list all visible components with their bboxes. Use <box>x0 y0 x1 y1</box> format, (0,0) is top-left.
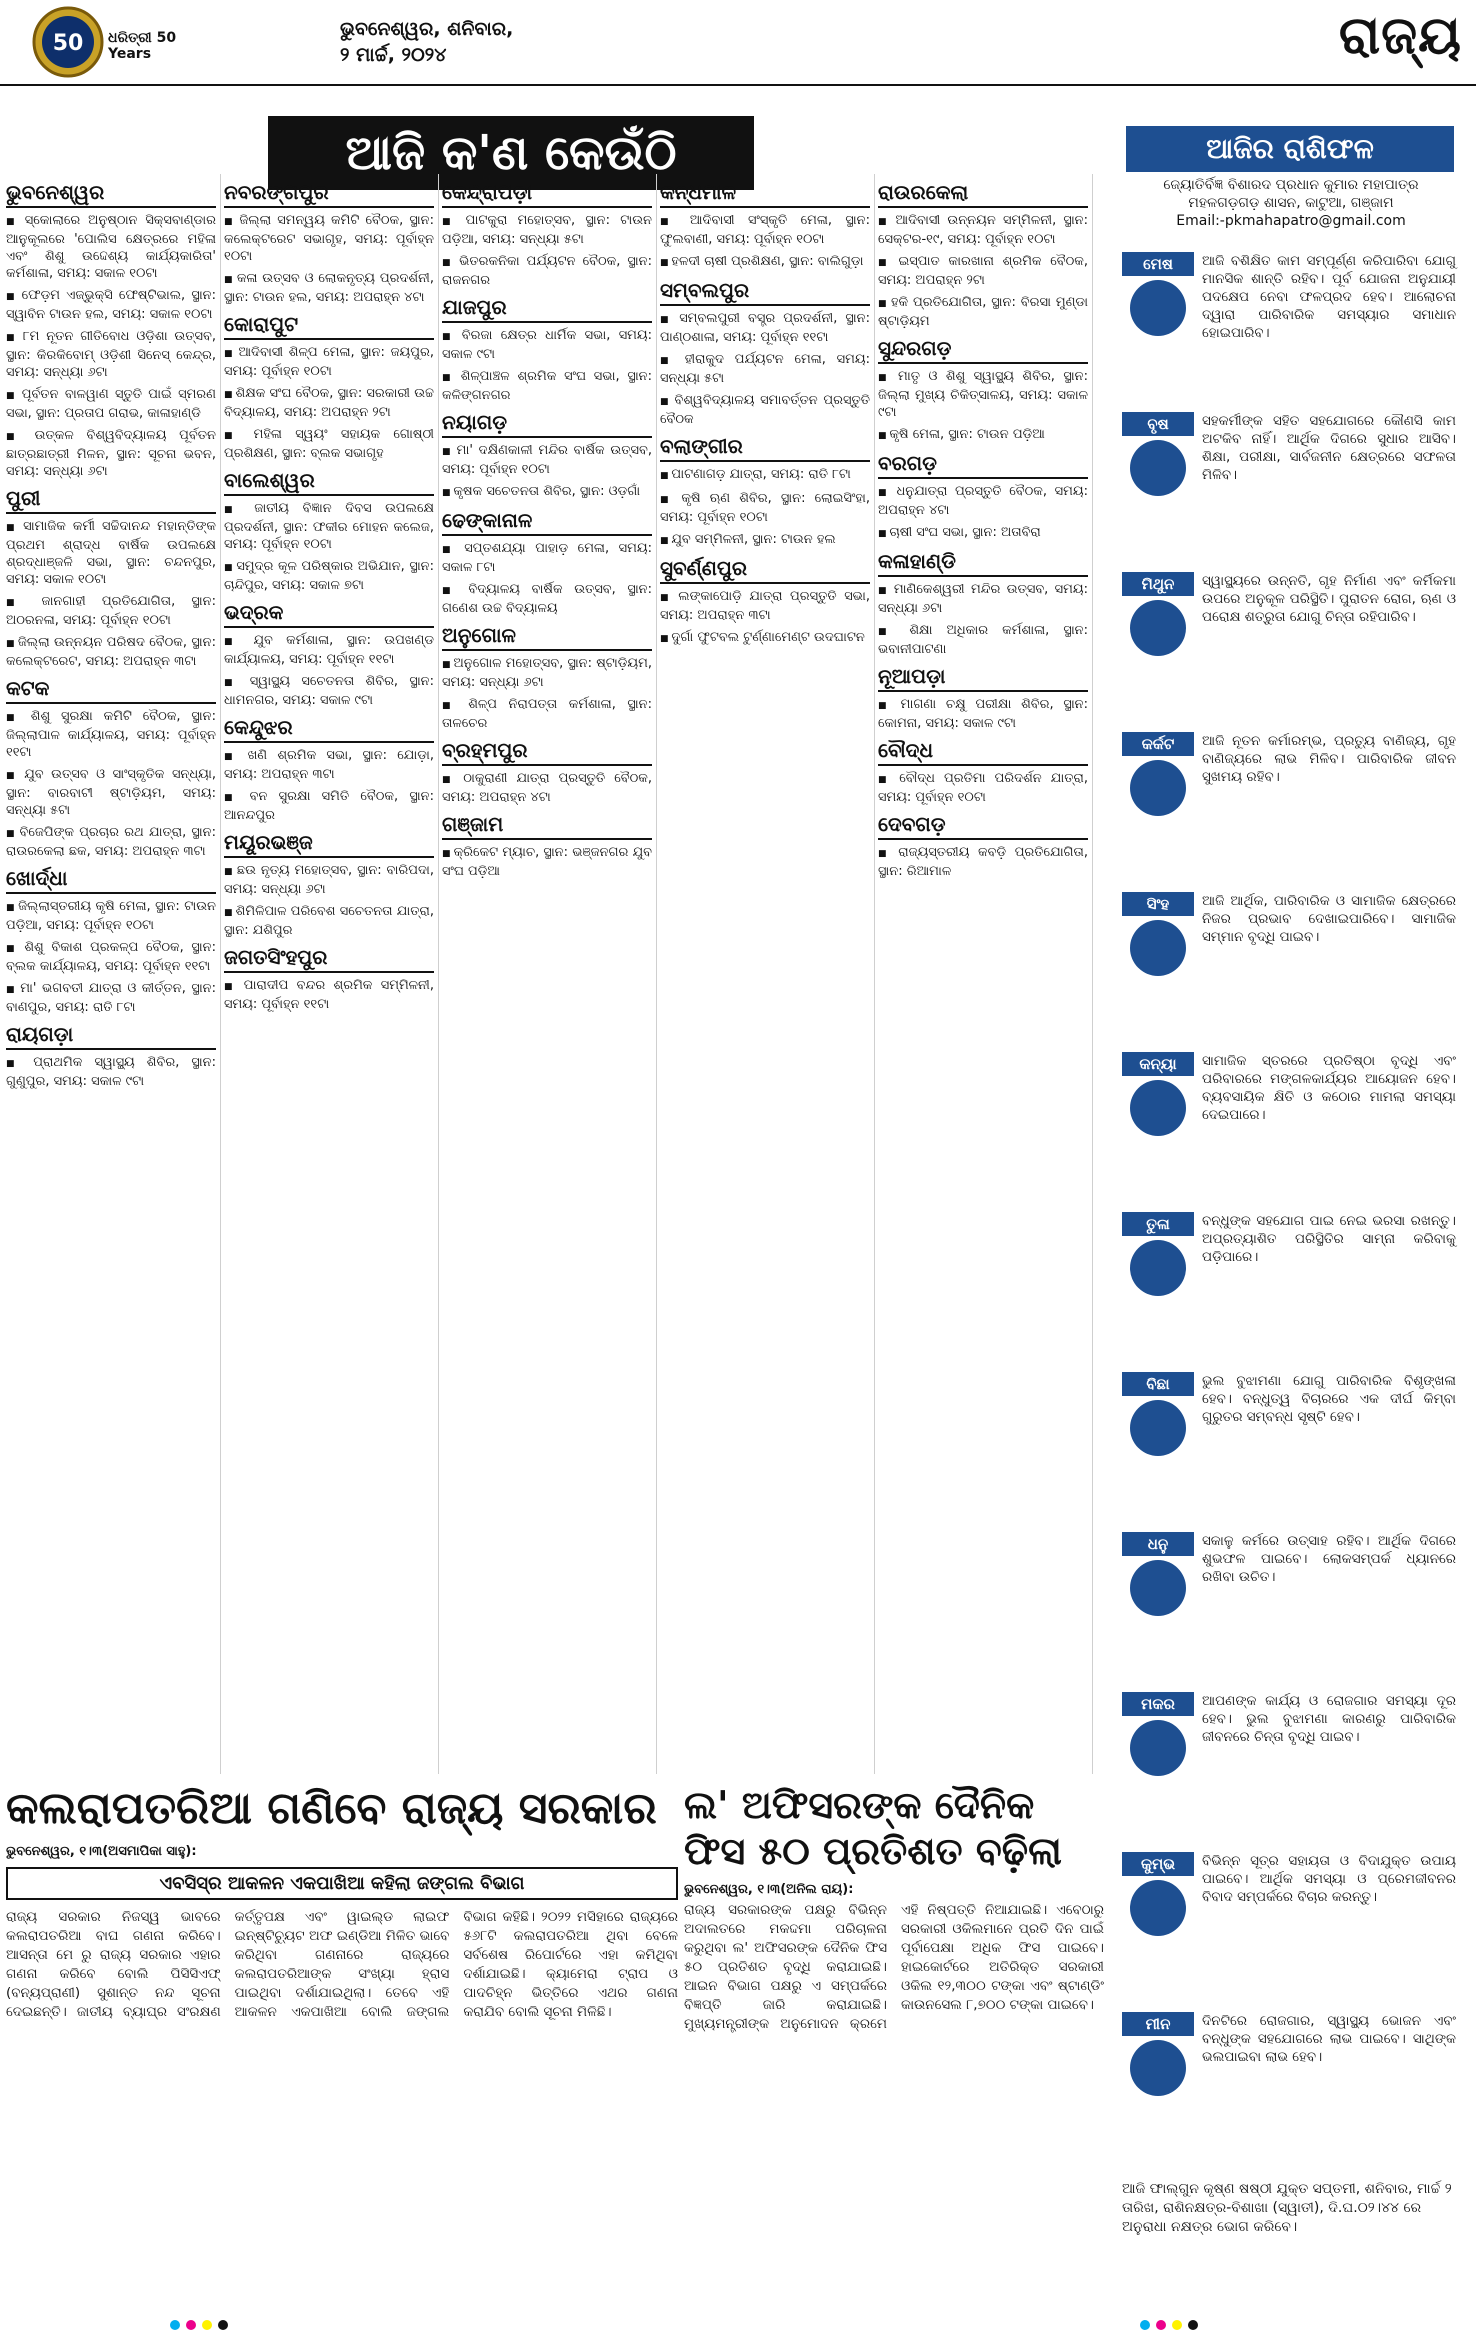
city-heading: ଜଗତସିଂହପୁର <box>224 945 434 973</box>
city-heading: କେନ୍ଦୁଝର <box>224 715 434 743</box>
event-item: ■ କ୍ରିକେଟ ମ୍ୟାଚ, ସ୍ଥାନ: ଭଞ୍ଜନଗର ଯୁବ ସଂଘ ପଡ଼ିଆ <box>442 844 652 880</box>
rashi-name-badge: କନ୍ୟା <box>1122 1052 1194 1076</box>
event-item: ■ ବୌଦ୍ଧ ପ୍ରତିମା ପରିଦର୍ଶନ ଯାତ୍ରା, ସମୟ: ପୂର୍ବାହ୍ନ ୧୦ଟା <box>878 770 1088 806</box>
event-item: ■ ମା' ଭଗବତୀ ଯାତ୍ରା ଓ କୀର୍ତ୍ତନ, ସ୍ଥାନ: ବାଣପୁର, ସମୟ: ରାତି ୮ଟା <box>6 980 216 1016</box>
zodiac-symbol-icon <box>1130 1880 1186 1936</box>
events-column <box>878 174 1093 1774</box>
event-item: ■ ସାମାଜିକ କର୍ମୀ ସଚ୍ଚିଦାନନ୍ଦ ମହାନ୍ତିଙ୍କ ପ୍ରଥମ ଶ୍ରାଦ୍ଧ ବାର୍ଷିକ ଉପଲକ୍ଷେ ଶ୍ରଦ୍ଧାଞ୍ଜଳି ସଭା, ସ୍ଥାନ: ଚନ୍ଦନପୁର, ସମୟ: ସକାଳ ୧୦ଟା <box>6 518 216 588</box>
rashi-text: ସକାଳୁ କର୍ମରେ ଉତ୍ସାହ ରହିବ। ଆର୍ଥିକ ଦିଗରେ ଶୁଭଫଳ ପାଇବେ। ଲୋକସମ୍ପର୍କ ଧ୍ୟାନରେ ରଖିବା ଉଚିତ। <box>1202 1533 1456 1585</box>
rashi-text: ଆଜି ଆର୍ଥିକ, ପାରିବାରିକ ଓ ସାମାଜିକ କ୍ଷେତ୍ରରେ ନିଜର ପ୍ରଭାବ ଦେଖାଇପାରିବେ। ସାମାଜିକ ସମ୍ମାନ ବୃଦ୍ଧି ପାଇବ। <box>1202 893 1456 945</box>
black-dot <box>218 2320 228 2330</box>
rashi-name-badge: ମୀନ <box>1122 2012 1194 2036</box>
event-item: ■ ଜିଲ୍ଲା ସମନ୍ୱୟ କମିଟି ବୈଠକ, ସ୍ଥାନ: କଲେକ୍ଟରେଟ ସଭାଗୃହ, ସମୟ: ପୂର୍ବାହ୍ନ ୧୦ଟା <box>224 212 434 265</box>
event-item: ■ ଜିଲ୍ଲାସ୍ତରୀୟ କୃଷି ମେଳା, ସ୍ଥାନ: ଟାଉନ ପଡ଼ିଆ, ସମୟ: ପୂର୍ବାହ୍ନ ୧୦ଟା <box>6 898 216 934</box>
event-item: ■ ଫେଡ଼ମ ଏଜ୍‌ଭୁକ୍ସି ଫେଷ୍ଟିଭାଲ, ସ୍ଥାନ: ସ୍ୱାବିନ ଟାଉନ ହଲ, ସମୟ: ସକାଳ ୧୦ଟା <box>6 287 216 323</box>
section-title: ରାଜ୍ୟ <box>1338 6 1462 66</box>
rashi-name-badge: ମକର <box>1122 1692 1194 1716</box>
magenta-dot-right <box>1156 2320 1166 2330</box>
city-heading: ପୁରୀ <box>6 486 216 514</box>
event-item: ■ ହଳଦୀ ଚାଷୀ ପ୍ରଶିକ୍ଷଣ, ସ୍ଥାନ: ବାଲିଗୁଡ଼ା <box>660 253 870 272</box>
magenta-dot <box>186 2320 196 2330</box>
event-item: ■ ଲଙ୍କାପୋଡ଼ି ଯାତ୍ରା ପ୍ରସ୍ତୁତି ସଭା, ସମୟ: ଅପରାହ୍ନ ୩ଟା <box>660 588 870 624</box>
rashi-name-badge: ଧନୁ <box>1122 1532 1194 1556</box>
event-item: ■ ସପ୍ତଶଯ୍ୟା ପାହାଡ଼ ମେଳା, ସମୟ: ସକାଳ ୮ଟା <box>442 540 652 576</box>
event-item: ■ ଜାନଗାହୀ ପ୍ରତିଯୋଗିତା, ସ୍ଥାନ: ଅଠରନଳା, ସମୟ: ପୂର୍ବାହ୍ନ ୧୦ଟା <box>6 593 216 629</box>
events-column <box>442 174 657 1774</box>
event-item: ■ ଯୁବ ଉତ୍ସବ ଓ ସାଂସ୍କୃତିକ ସନ୍ଧ୍ୟା, ସ୍ଥାନ: ବାରବାଟୀ ଷ୍ଟାଡ଼ିୟମ, ସମୟ: ସନ୍ଧ୍ୟା ୫ଟା <box>6 766 216 819</box>
city-heading: ନୂଆପଡ଼ା <box>878 664 1088 692</box>
zodiac-symbol-icon <box>1130 1080 1186 1136</box>
byline-email: Email:-pkmahapatro@gmail.com <box>1176 213 1406 229</box>
event-item: ■ ଦୁର୍ଗା ଫୁଟବଲ ଟୁର୍ଣ୍ଣାମେଣ୍ଟ ଉଦଘାଟନ <box>660 629 870 648</box>
event-item: ■ ଧନୁଯାତ୍ରା ପ୍ରସ୍ତୁତି ବୈଠକ, ସମୟ: ଅପରାହ୍ନ ୪ଟା <box>878 483 1088 519</box>
event-item: ■ ବିରଜା କ୍ଷେତ୍ର ଧାର୍ମିକ ସଭା, ସମୟ: ସକାଳ ୯ଟା <box>442 327 652 363</box>
event-item: ■ ଜାତୀୟ ବିଜ୍ଞାନ ଦିବସ ଉପଲକ୍ଷେ ପ୍ରଦର୍ଶନୀ, ସ୍ଥାନ: ଫକୀର ମୋହନ କଲେଜ, ସମୟ: ପୂର୍ବାହ୍ନ ୧୦ଟା <box>224 500 434 553</box>
rashiphala-byline <box>1128 176 1454 230</box>
city-heading: କୋରାପୁଟ <box>224 312 434 340</box>
event-item: ■ ଆଦିବାସୀ ଶିଳ୍ପ ମେଳା, ସ୍ଥାନ: ଜୟପୁର, ସମୟ: ପୂର୍ବାହ୍ନ ୧୦ଟା <box>224 344 434 380</box>
cyan-dot-right <box>1140 2320 1150 2330</box>
yellow-dot-right <box>1172 2320 1182 2330</box>
zodiac-symbol-icon <box>1130 920 1186 976</box>
city-heading: କଳାହାଣ୍ଡି <box>878 549 1088 577</box>
event-item: ■ ଆଦିବାସୀ ସଂସ୍କୃତି ମେଳା, ସ୍ଥାନ: ଫୁଲବାଣୀ, ସମୟ: ପୂର୍ବାହ୍ନ ୧୦ଟା <box>660 212 870 248</box>
event-item: ■ ଆଦିବାସୀ ଉନ୍ନୟନ ସମ୍ମିଳନୀ, ସ୍ଥାନ: ସେକ୍ଟର-୧୯, ସମୟ: ପୂର୍ବାହ୍ନ ୧୦ଟା <box>878 212 1088 248</box>
rashi-name-badge: ବିଛା <box>1122 1372 1194 1396</box>
city-heading: ସୁନ୍ଦରଗଡ଼ <box>878 336 1088 364</box>
event-item: ■ ୮ମ ନୂତନ ଗୀତିବୋଧ ଓଡ଼ିଶା ଉତ୍ସବ, ସ୍ଥାନ: କିରକିବୋମ୍‌ ଓଡ଼ିଶୀ ସିନେସ୍ କେନ୍ଦ୍ର, ସମୟ: ସନ୍ଧ୍ୟା ୬ଟା <box>6 328 216 381</box>
zodiac-symbol-icon <box>1130 1400 1186 1456</box>
event-item: ■ ବିଜେପିଙ୍କ ପ୍ରଚାର ରଥ ଯାତ୍ରା, ସ୍ଥାନ: ରାଉରକେଲା ଛକ, ସମୟ: ଅପରାହ୍ନ ୩ଟା <box>6 824 216 860</box>
events-column <box>660 174 875 1774</box>
rashi-text: ବନ୍ଧୁଙ୍କ ସହଯୋଗ ପାଇ ନେଇ ଭରସା ରଖନ୍ତୁ। ଅପ୍ରତ୍ୟାଶିତ ପରିସ୍ଥିତିର ସାମ୍ନା କରିବାକୁ ପଡ଼ିପାରେ। <box>1202 1213 1456 1265</box>
city-heading: ବୌଦ୍ଧ <box>878 738 1088 766</box>
city-heading: କଟକ <box>6 676 216 704</box>
byline-astrologer: ଜ୍ୟୋତିର୍ବିଜ୍ଞ ବିଶାରଦ ପ୍ରଧାନ କୁମାର ମହାପାତ୍ର <box>1163 177 1419 193</box>
city-heading: ବଲାଙ୍ଗୀର <box>660 434 870 462</box>
event-item: ■ ବିଦ୍ୟାଳୟ ବାର୍ଷିକ ଉତ୍ସବ, ସ୍ଥାନ: ଗଣେଶ ଉଚ୍ଚ ବିଦ୍ୟାଳୟ <box>442 581 652 617</box>
event-item: ■ ବିଶ୍ୱବିଦ୍ୟାଳୟ ସମାବର୍ତ୍ତନ ପ୍ରସ୍ତୁତି ବୈଠକ <box>660 392 870 428</box>
event-item: ■ ବନ ସୁରକ୍ଷା ସମିତି ବୈଠକ, ସ୍ଥାନ: ଆନନ୍ଦପୁର <box>224 788 434 824</box>
event-item: ■ ସମ୍ବଲପୁରୀ ବସ୍ତ୍ର ପ୍ରଦର୍ଶନୀ, ସ୍ଥାନ: ପାଣ୍ଠଶାଳା, ସମୟ: ପୂର୍ବାହ୍ନ ୧୧ଟା <box>660 310 870 346</box>
rashi-text: ଆଜି ବଶିକ୍ଷିତ କାମ ସମ୍ପୂର୍ଣ୍ଣ କରିପାରିବା ଯୋଗୁ ମାନସିକ ଶାନ୍ତି ରହିବ। ପୂର୍ବ ଯୋଜନା ଅନୁଯାୟୀ ପଦକ୍ଷେପ ନେବା ଫଳପ୍ରଦ ହେବ। ଆଲୋଚନା ଦ୍ୱାରା ପାରିବାରିକ ସମସ୍ୟାର ସମାଧାନ ହୋଇପାରିବ। <box>1202 253 1456 341</box>
event-item: ■ ସମୁଦ୍ର କୂଳ ପରିଷ୍କାର ଅଭିଯାନ, ସ୍ଥାନ: ଚାନ୍ଦିପୁର, ସମୟ: ସକାଳ ୭ଟା <box>224 558 434 594</box>
zodiac-symbol-icon <box>1130 600 1186 656</box>
event-item: ■ କୃଷକ ସଚେତନତା ଶିବିର, ସ୍ଥାନ: ଓଡ଼ଗାଁ <box>442 483 652 502</box>
event-item: ■ ଚାଷୀ ସଂଘ ସଭା, ସ୍ଥାନ: ଅତାବିରା <box>878 524 1088 543</box>
event-item: ■ ଉତ୍କଳ ବିଶ୍ୱବିଦ୍ୟାଳୟ ପୂର୍ବତନ ଛାତ୍ରଛାତ୍ରୀ ମିଳନ, ସ୍ଥାନ: ସୂଚନା ଭବନ, ସମୟ: ସନ୍ଧ୍ୟା ୬ଟା <box>6 427 216 480</box>
events-column <box>6 174 221 1774</box>
dateline <box>340 16 513 68</box>
rashi-name-badge: ସିଂହ <box>1122 892 1194 916</box>
events-columns <box>6 174 1100 1774</box>
event-item: ■ ହକି ପ୍ରତିଯୋଗିତା, ସ୍ଥାନ: ବିରସା ମୁଣ୍ଡା ଷ୍ଟାଡ଼ିୟମ <box>878 294 1088 330</box>
city-heading: ରାଉରକେଲା <box>878 180 1088 208</box>
event-item: ■ ରାଜ୍ୟସ୍ତରୀୟ କବଡ଼ି ପ୍ରତିଯୋଗିତା, ସ୍ଥାନ: ରିଆମାଳ <box>878 844 1088 880</box>
story1-headline: କଲରାପତରିଆ ଗଣିବେ ରାଜ୍ୟ ସରକାର <box>6 1783 657 1834</box>
city-heading: କେନ୍ଦ୍ରାପଡ଼ା <box>442 180 652 208</box>
event-item: ■ ପୂର୍ବତନ ବାଳୱାଣ ସ୍ତୁତି ପାଇଁ ସ୍ମରଣ ସଭା, ସ୍ଥାନ: ପ୍ରତାପ ଗରାଭ, କାଳାହାଣ୍ଡି <box>6 386 216 422</box>
event-item: ■ ଶିଶୁ ସୁରକ୍ଷା କମିଟି ବୈଠକ, ସ୍ଥାନ: ଜିଲ୍ଲାପାଳ କାର୍ଯ୍ୟାଳୟ, ସମୟ: ପୂର୍ବାହ୍ନ ୧୧ଟା <box>6 708 216 761</box>
city-heading: ବରଗଡ଼ <box>878 451 1088 479</box>
rashi-entry <box>1122 732 1458 884</box>
rashi-name-badge: ବୃଷ <box>1122 412 1194 436</box>
event-item: ■ ଇସ୍ପାତ କାରଖାନା ଶ୍ରମିକ ବୈଠକ, ସମୟ: ଅପରାହ୍ନ ୨ଟା <box>878 253 1088 289</box>
rashi-entry <box>1122 1532 1458 1684</box>
city-heading: ନୟାଗଡ଼ <box>442 410 652 438</box>
city-heading: ବ୍ରହ୍ମପୁର <box>442 738 652 766</box>
event-item: ■ ଶିଳ୍ପାଞ୍ଚଳ ଶ୍ରମିକ ସଂଘ ସଭା, ସ୍ଥାନ: କଳିଙ୍ଗନଗର <box>442 368 652 404</box>
event-item: ■ ମା' ଦକ୍ଷିଣକାଳୀ ମନ୍ଦିର ବାର୍ଷିକ ଉତ୍ସବ, ସମୟ: ପୂର୍ବାହ୍ନ ୧୦ଟା <box>442 442 652 478</box>
city-heading: ସମ୍ବଲପୁର <box>660 278 870 306</box>
story2-body: ରାଜ୍ୟ ସରକାରଙ୍କ ପକ୍ଷରୁ ବିଭିନ୍ନ ଅଦାଲତରେ ମକଦ୍ଦମା ପରିଚାଳନା କରୁଥିବା ଲ' ଅଫିସରଙ୍କ ଦୈନିକ ଫିସ ୫୦ ପ୍ରତିଶତ ବୃଦ୍ଧି କରାଯାଇଛି। ଆଇନ ବିଭାଗ ପକ୍ଷରୁ ଏ ସମ୍ପର୍କରେ ବିଜ୍ଞପ୍ତି ଜାରି କରାଯାଇଛି। ମୁଖ୍ୟମନ୍ତ୍ରୀଙ୍କ ଅନୁମୋଦନ କ୍ରମେ ଏହି ନିଷ୍ପତ୍ତି ନିଆଯାଇଛି। ଏବେଠାରୁ ସରକାରୀ ଓକିଲମାନେ ପ୍ରତି ଦିନ ପାଇଁ ପୂର୍ବାପେକ୍ଷା ଅଧିକ ଫିସ ପାଇବେ। ହାଇକୋର୍ଟରେ ଅତିରିକ୍ତ ସରକାରୀ ଓକିଲ ୧୨,୩୦୦ ଟଙ୍କା ଏବଂ ଷ୍ଟାଣ୍ଡିଂ କାଉନସେଲ ୮,୭୦୦ ଟଙ୍କା ପାଇବେ। <box>684 1902 1104 2032</box>
event-item: ■ ଶିମିଳିପାଳ ପରିବେଶ ସଚେତନତା ଯାତ୍ରା, ସ୍ଥାନ: ଯଶିପୁର <box>224 903 434 939</box>
city-heading: ଯାଜପୁର <box>442 295 652 323</box>
rashiphala-title: ଆଜିର ରାଶିଫଳ <box>1126 126 1454 172</box>
city-heading: ସୁବର୍ଣ୍ଣପୁର <box>660 556 870 584</box>
city-heading: ଦେବଗଡ଼ <box>878 812 1088 840</box>
city-heading: ବାଲେଶ୍ୱର <box>224 468 434 496</box>
rashi-text: ଦିନଟିରେ ରୋଜଗାର, ସ୍ୱାସ୍ଥ୍ୟ ଭୋଜନ ଏବଂ ବନ୍ଧୁଙ୍କ ସହଯୋଗରେ ଲାଭ ପାଇବେ। ସାଥିଙ୍କ ଭଲପାଇବା ଲାଭ ହେବ। <box>1202 2013 1456 2065</box>
rashi-entry <box>1122 1692 1458 1844</box>
event-item: ■ ମାତୃ ଓ ଶିଶୁ ସ୍ୱାସ୍ଥ୍ୟ ଶିବିର, ସ୍ଥାନ: ଜିଲ୍ଲା ମୁଖ୍ୟ ଚିକିତ୍ସାଳୟ, ସମୟ: ସକାଳ ୯ଟା <box>878 368 1088 421</box>
event-item: ■ ମାଣିକେଶ୍ୱରୀ ମନ୍ଦିର ଉତ୍ସବ, ସମୟ: ସନ୍ଧ୍ୟା ୬ଟା <box>878 581 1088 617</box>
event-item: ■ ଅନୁଗୋଳ ମହୋତ୍ସବ, ସ୍ଥାନ: ଷ୍ଟାଡ଼ିୟମ, ସମୟ: ସନ୍ଧ୍ୟା ୬ଟା <box>442 655 652 691</box>
rashi-name-badge: କର୍କଟ <box>1122 732 1194 756</box>
rashi-entry <box>1122 1212 1458 1364</box>
event-item: ■ ଯୁବ କର୍ମଶାଳା, ସ୍ଥାନ: ଉପଖଣ୍ଡ କାର୍ଯ୍ୟାଳୟ, ସମୟ: ପୂର୍ବାହ୍ନ ୧୧ଟା <box>224 632 434 668</box>
event-item: ■ ଭିତରକନିକା ପର୍ଯ୍ୟଟନ ବୈଠକ, ସ୍ଥାନ: ରାଜନଗର <box>442 253 652 289</box>
byline-address: ମହଳଗଡ଼ଗଡ଼ ଶାସନ, କାଟୁଆ, ଗଞ୍ଜାମ <box>1188 195 1394 211</box>
story-leopard-census <box>6 1782 678 2322</box>
rashi-text: ଆପଣଙ୍କ କାର୍ଯ୍ୟ ଓ ରୋଜଗାର ସମସ୍ୟା ଦୂର ହେବ। ଭୁଲ ବୁଝାମଣା କାରଣରୁ ପାରିବାରିକ ଜୀବନରେ ଚିନ୍ତା ବୃଦ୍ଧି ପାଇବ। <box>1202 1693 1456 1745</box>
event-item: ■ ଶିଳ୍ପ ନିରାପତ୍ତା କର୍ମଶାଳା, ସ୍ଥାନ: ତାଳଚେର <box>442 696 652 732</box>
zodiac-symbol-icon <box>1130 1240 1186 1296</box>
city-heading: ଭଦ୍ରକ <box>224 600 434 628</box>
panjika-footer: ଆଜି ଫାଲ୍‌ଗୁନ କୃଷ୍ଣ ଷଷ୍ଠୀ ଯୁକ୍ତ ସପ୍ତମୀ, ଶନିବାର, ମାର୍ଚ୍ଚ ୨ ତାରିଖ, ରାଶିନକ୍ଷତ୍ର-ବିଶାଖା (ସ୍ୱାତୀ), ଦି.ଘ.୦୨।୪୪ ରେ ଅନୁରାଧା ନକ୍ଷତ୍ର ଭୋଗ କରିବେ। <box>1122 2181 1452 2235</box>
story-law-officer-fee <box>684 1782 1104 2322</box>
rashi-entry <box>1122 252 1458 404</box>
event-item: ■ ମହିଳା ସ୍ୱୟଂ ସହାୟକ ଗୋଷ୍ଠୀ ପ୍ରଶିକ୍ଷଣ, ସ୍ଥାନ: ବ୍ଲକ ସଭାଗୃହ <box>224 426 434 462</box>
zodiac-symbol-icon <box>1130 1720 1186 1776</box>
rashi-entry <box>1122 1372 1458 1524</box>
zodiac-symbol-icon <box>1130 1560 1186 1616</box>
yellow-dot <box>202 2320 212 2330</box>
date-line-2: ୨ ମାର୍ଚ୍ଚ, ୨୦୨୪ <box>340 44 447 66</box>
rashi-name-badge: ମିଥୁନ <box>1122 572 1194 596</box>
event-item: ■ ପାଟକୁରା ମହୋତ୍ସବ, ସ୍ଥାନ: ଟାଉନ ପଡ଼ିଆ, ସମୟ: ସନ୍ଧ୍ୟା ୫ଟା <box>442 212 652 248</box>
banner-title: ଆଜି କ'ଣ କେଉଁଠି <box>268 116 754 190</box>
story1-dateline: ଭୁବନେଶ୍ୱର, ୧।୩(ଅସମାପିକା ସାହୁ): <box>6 1844 197 1859</box>
rashi-entry <box>1122 412 1458 564</box>
event-item: ■ କଳା ଉତ୍ସବ ଓ ଲୋକନୃତ୍ୟ ପ୍ରଦର୍ଶନୀ, ସ୍ଥାନ: ଟାଉନ ହଲ, ସମୟ: ଅପରାହ୍ନ ୪ଟା <box>224 270 434 306</box>
city-heading: ଢେଙ୍କାନାଳ <box>442 508 652 536</box>
city-heading: ଗଞ୍ଜାମ <box>442 812 652 840</box>
rashi-name-badge: ମେଷ <box>1122 252 1194 276</box>
print-registration-marks <box>0 2316 1476 2336</box>
rashi-entry <box>1122 1052 1458 1204</box>
city-heading: ଅନୁଗୋଳ <box>442 623 652 651</box>
rashi-entry <box>1122 572 1458 724</box>
event-item: ■ ଜିଲ୍ଲା ଉନ୍ନୟନ ପରିଷଦ ବୈଠକ, ସ୍ଥାନ: କଲେକ୍ଟରେଟ, ସମୟ: ଅପରାହ୍ନ ୩ଟା <box>6 634 216 670</box>
city-heading: ରାୟଗଡ଼ା <box>6 1022 216 1050</box>
date-line-1: ଭୁବନେଶ୍ୱର, ଶନିବାର, <box>340 18 514 40</box>
zodiac-symbol-icon <box>1130 2040 1186 2096</box>
event-item: ■ ଛଉ ନୃତ୍ୟ ମହୋତ୍ସବ, ସ୍ଥାନ: ବାରିପଦା, ସମୟ: ସନ୍ଧ୍ୟା ୬ଟା <box>224 862 434 898</box>
logo-text: ଧରିତ୍ରୀ 50 Years <box>108 30 177 62</box>
rashi-name-badge: ତୁଳା <box>1122 1212 1194 1236</box>
city-heading: ମୟୂରଭଞ୍ଜ <box>224 830 434 858</box>
rashi-text: ବିଭିନ୍ନ ସୂତ୍ର ସହାୟତା ଓ ବିଦାଯୁକ୍ତ ଉପାୟ ପାଇବେ। ଆର୍ଥିକ ସମସ୍ୟା ଓ ପ୍ରେମଜୀବନର ବିବାଦ ସମ୍ପର୍କରେ ବିଚାର କରନ୍ତୁ। <box>1202 1853 1456 1905</box>
event-item: ■ ଶିଶୁ ବିକାଶ ପ୍ରକଳ୍ପ ବୈଠକ, ସ୍ଥାନ: ବ୍ଲକ କାର୍ଯ୍ୟାଳୟ, ସମୟ: ପୂର୍ବାହ୍ନ ୧୧ଟା <box>6 939 216 975</box>
cyan-dot <box>170 2320 180 2330</box>
event-item: ■ ଯୁବ ସମ୍ମିଳନୀ, ସ୍ଥାନ: ଟାଉନ ହଲ <box>660 531 870 550</box>
rashi-text: ସାମାଜିକ ସ୍ତରରେ ପ୍ରତିଷ୍ଠା ବୃଦ୍ଧି ଏବଂ ପରିବାରରେ ମଙ୍ଗଳକାର୍ଯ୍ୟର ଆୟୋଜନ ହେବ। ବ୍ୟବସାୟିକ କ୍ଷିତି ଓ କଠୋର ମାମଲା ସମସ୍ୟା ଦେଇପାରେ। <box>1202 1053 1456 1123</box>
rashi-entry <box>1122 2012 1458 2164</box>
rashi-text: ଆଜି ନୂତନ କର୍ମାରମ୍ଭ, ପ୍ରତ୍ୟୁ ବାଣିଜ୍ୟ, ଗୃହ ବାଣିଜ୍ୟରେ ଲାଭ ମିଳିବ। ପାରିବାରିକ ଜୀବନ ସୁଖମୟ ରହିବ। <box>1202 733 1456 785</box>
rashi-name-badge: କୁମ୍ଭ <box>1122 1852 1194 1876</box>
rashi-text: ସ୍ୱାସ୍ଥ୍ୟରେ ଉନ୍ନତି, ଗୃହ ନିର୍ମାଣ ଏବଂ କର୍ମିକମା ଉପରେ ଅନୁକୂଳ ପରିସ୍ଥିତି। ପୁରାତନ ରୋଗ, ଋଣ ଓ ପରୋକ୍ଷ ଶତ୍ରୁତା ଯୋଗୁ ଚିନ୍ତା ରହିପାରିବ। <box>1202 573 1456 625</box>
event-item: ■ ଠାକୁରାଣୀ ଯାତ୍ରା ପ୍ରସ୍ତୁତି ବୈଠକ, ସମୟ: ଅପରାହ୍ନ ୪ଟା <box>442 770 652 806</box>
masthead <box>0 0 1476 86</box>
event-item: ■ ଖଣି ଶ୍ରମିକ ସଭା, ସ୍ଥାନ: ଯୋଡ଼ା, ସମୟ: ଅପରାହ୍ନ ୩ଟା <box>224 747 434 783</box>
rashi-text: ସହକର୍ମୀଙ୍କ ସହିତ ସହଯୋଗରେ କୌଣସି କାମ ଅଟକିବ ନାହିଁ। ଆର୍ଥିକ ଦିଗରେ ସୁଧାର ଆସିବ। ଶିକ୍ଷା, ପରୀକ୍ଷା, ସାର୍ବଜନୀନ କ୍ଷେତ୍ରରେ ସଫଳତା ମିଳିବ। <box>1202 413 1456 483</box>
event-item: ■ ମାଗଣା ଚକ୍ଷୁ ପରୀକ୍ଷା ଶିବିର, ସ୍ଥାନ: କୋମନା, ସମୟ: ସକାଳ ୯ଟା <box>878 696 1088 732</box>
logo <box>8 6 192 78</box>
black-dot-right <box>1188 2320 1198 2330</box>
rashi-entry <box>1122 1852 1458 2004</box>
event-item: ■ ଶିକ୍ଷା ଅଧିକାର କର୍ମଶାଳା, ସ୍ଥାନ: ଭବାନୀପାଟଣା <box>878 622 1088 658</box>
event-item: ■ ପାଟଣାଗଡ଼ ଯାତ୍ରା, ସମୟ: ରାତି ୮ଟା <box>660 466 870 485</box>
event-item: ■ ସ୍କୋଲାରେ ଅନୁଷ୍ଠାନ ସିକ୍ସବାଣ୍ଡାର ଆନୁକୂଲରେ 'ପୋଲିସ କ୍ଷେତ୍ରରେ ମହିଳା ଏବଂ ଶିଶୁ ଉଦ୍ଦେଶ୍ୟ କାର୍ଯ୍ୟକାରିତା' କର୍ମଶାଳା, ସମୟ: ସକାଳ ୧୦ଟା <box>6 212 216 282</box>
zodiac-symbol-icon <box>1130 440 1186 496</box>
city-heading: ଭୁବନେଶ୍ୱର <box>6 180 216 208</box>
story2-dateline: ଭୁବନେଶ୍ୱର, ୧।୩(ଅନିଲ ରାୟ): <box>684 1882 854 1897</box>
event-item: ■ ସ୍ୱାସ୍ଥ୍ୟ ସଚେତନତା ଶିବିର, ସ୍ଥାନ: ଧାମନଗର, ସମୟ: ସକାଳ ୯ଟା <box>224 673 434 709</box>
event-item: ■ କୃଷି ମେଳା, ସ୍ଥାନ: ଟାଉନ ପଡ଼ିଆ <box>878 426 1088 445</box>
event-item: ■ ଶିକ୍ଷକ ସଂଘ ବୈଠକ, ସ୍ଥାନ: ସରକାରୀ ଉଚ୍ଚ ବିଦ୍ୟାଳୟ, ସମୟ: ଅପରାହ୍ନ ୨ଟା <box>224 385 434 421</box>
story1-body: ରାଜ୍ୟ ସରକାର ନିଜସ୍ୱ ଭାବରେ କଲରାପତରିଆ ବାଘ ଗଣନା କରିବେ। ଆସନ୍ତା ମେ ରୁ ରାଜ୍ୟ ସରକାର ଏହାର ଗଣନା କରିବେ ବୋଲି ପିସିସିଏଫ୍ (ବନ୍ୟପ୍ରାଣୀ) ସୁଶାନ୍ତ ନନ୍ଦ ସୂଚନା ଦେଇଛନ୍ତି। ଜାତୀୟ ବ୍ୟାଘ୍ର ସଂରକ୍ଷଣ କର୍ତ୍ତୃପକ୍ଷ ଏବଂ ୱାଇଲ୍ଡ ଲାଇଫ ଇନ୍‌ଷ୍ଟିଚ୍ୟୁଟ ଅଫ ଇଣ୍ଡିଆ ମିଳିତ ଭାବେ କରିଥିବା ଗଣନାରେ ରାଜ୍ୟରେ କଲରାପତରିଆଙ୍କ ସଂଖ୍ୟା ହ୍ରାସ ପାଇଥିବା ଦର୍ଶାଯାଇଥିଲା। ତେବେ ଏହି ଆକଳନ ଏକପାଖିଆ ବୋଲି ଜଙ୍ଗଲ ବିଭାଗ କହିଛି। ୨୦୨୨ ମସିହାରେ ରାଜ୍ୟରେ ୫୬୮ଟି କଲରାପତରିଆ ଥିବା ବେଳେ ସର୍ବଶେଷ ରିପୋର୍ଟରେ ଏହା କମିଥିବା ଦର୍ଶାଯାଇଛି। କ୍ୟାମେରା ଟ୍ରାପ ଓ ପାଦଚିହ୍ନ ଭିତ୍ତିରେ ଏଥର ଗଣନା କରାଯିବ ବୋଲି ସୂଚନା ମିଳିଛି। <box>6 1909 678 2020</box>
events-column <box>224 174 439 1774</box>
city-heading: ଖୋର୍ଦ୍ଧା <box>6 866 216 894</box>
svg-text:50: 50 <box>52 31 84 56</box>
event-item: ■ ହୀରାକୁଦ ପର୍ଯ୍ୟଟନ ମେଳା, ସମୟ: ସନ୍ଧ୍ୟା ୫ଟା <box>660 351 870 387</box>
rashi-entry <box>1122 892 1458 1044</box>
zodiac-symbol-icon <box>1130 760 1186 816</box>
city-heading: କନ୍ଧମାଳ <box>660 180 870 208</box>
event-item: ■ କୃଷି ଋଣ ଶିବିର, ସ୍ଥାନ: ଲୋଇସିଂହା, ସମୟ: ପୂର୍ବାହ୍ନ ୧୦ଟା <box>660 490 870 526</box>
story1-subhead: ଏବସିସ୍‌ର ଆକଳନ ଏକପାଖିଆ କହିଲା ଜଙ୍ଗଲ ବିଭାଗ <box>6 1867 678 1900</box>
event-item: ■ ପାରାଦୀପ ବନ୍ଦର ଶ୍ରମିକ ସମ୍ମିଳନୀ, ସମୟ: ପୂର୍ବାହ୍ନ ୧୧ଟା <box>224 977 434 1013</box>
city-heading: ନବରଙ୍ଗପୁର <box>224 180 434 208</box>
event-item: ■ ପ୍ରାଥମିକ ସ୍ୱାସ୍ଥ୍ୟ ଶିବିର, ସ୍ଥାନ: ଗୁଣୁପୁର, ସମୟ: ସକାଳ ୯ଟା <box>6 1054 216 1090</box>
story2-headline: ଲ' ଅଫିସରଙ୍କ ଦୈନିକ ଫିସ ୫୦ ପ୍ରତିଶତ ବଢ଼ିଲା <box>684 1783 1062 1873</box>
zodiac-symbol-icon <box>1130 280 1186 336</box>
rashi-text: ଭୁଲ ବୁଝାମଣା ଯୋଗୁ ପାରିବାରିକ ବିଶୃଙ୍ଖଳା ହେବ। ବନ୍ଧୁତ୍ୱ ବିଚାରରେ ଏକ ଦୀର୍ଘ କିମ୍ବା ଗୁରୁତର ସମ୍ବନ୍ଧ ସୃଷ୍ଟି ହେବ। <box>1202 1373 1456 1425</box>
